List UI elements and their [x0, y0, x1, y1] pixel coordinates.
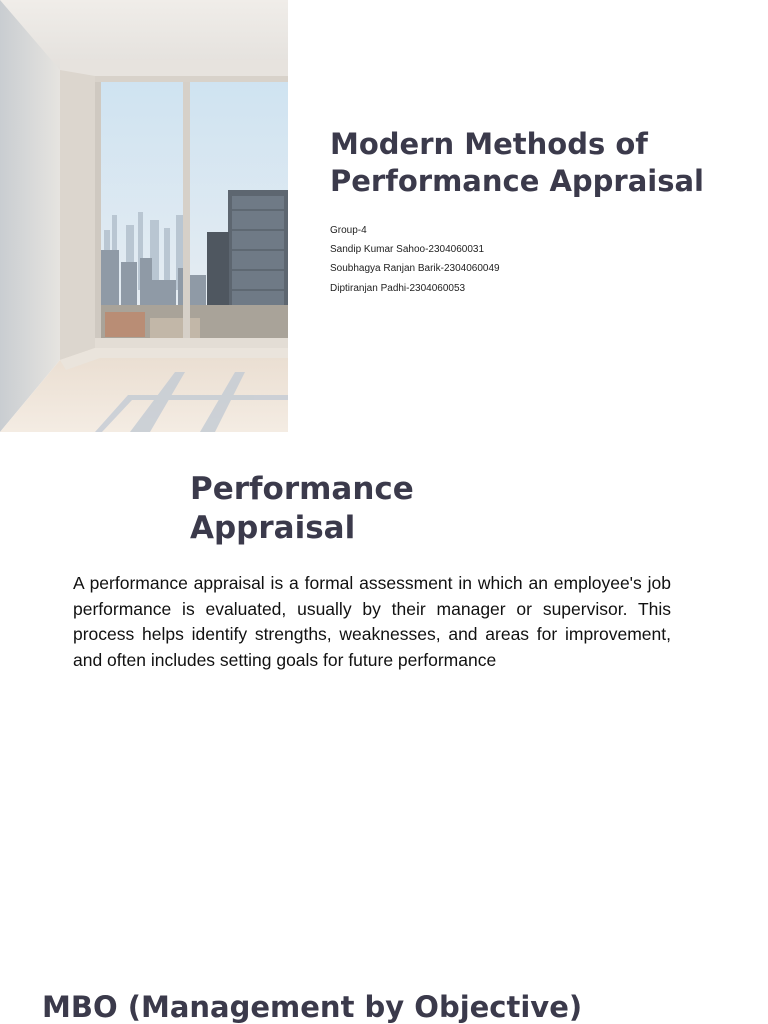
office-window-city-image: [0, 0, 288, 432]
group-label: Group-4: [330, 225, 367, 236]
performance-appraisal-definition: A performance appraisal is a formal assessment in which an employee's job performance is evaluated, usually by their manager or supervisor. This process helps identify strengths, weaknesses, and areas for improvement, and often includes setting goals for future performance: [73, 573, 671, 670]
group-members-block: [330, 221, 500, 298]
group-member: Soubhagya Ranjan Barik-2304060049: [330, 263, 500, 275]
performance-appraisal-heading: Performance Appraisal: [190, 471, 414, 546]
group-member: Sandip Kumar Sahoo-2304060031: [330, 244, 485, 256]
mbo-heading: MBO (Management by Objective): [42, 990, 583, 1024]
group-member: Diptiranjan Padhi-2304060053: [330, 282, 466, 294]
presentation-title: Modern Methods of Performance Appraisal: [330, 127, 704, 198]
